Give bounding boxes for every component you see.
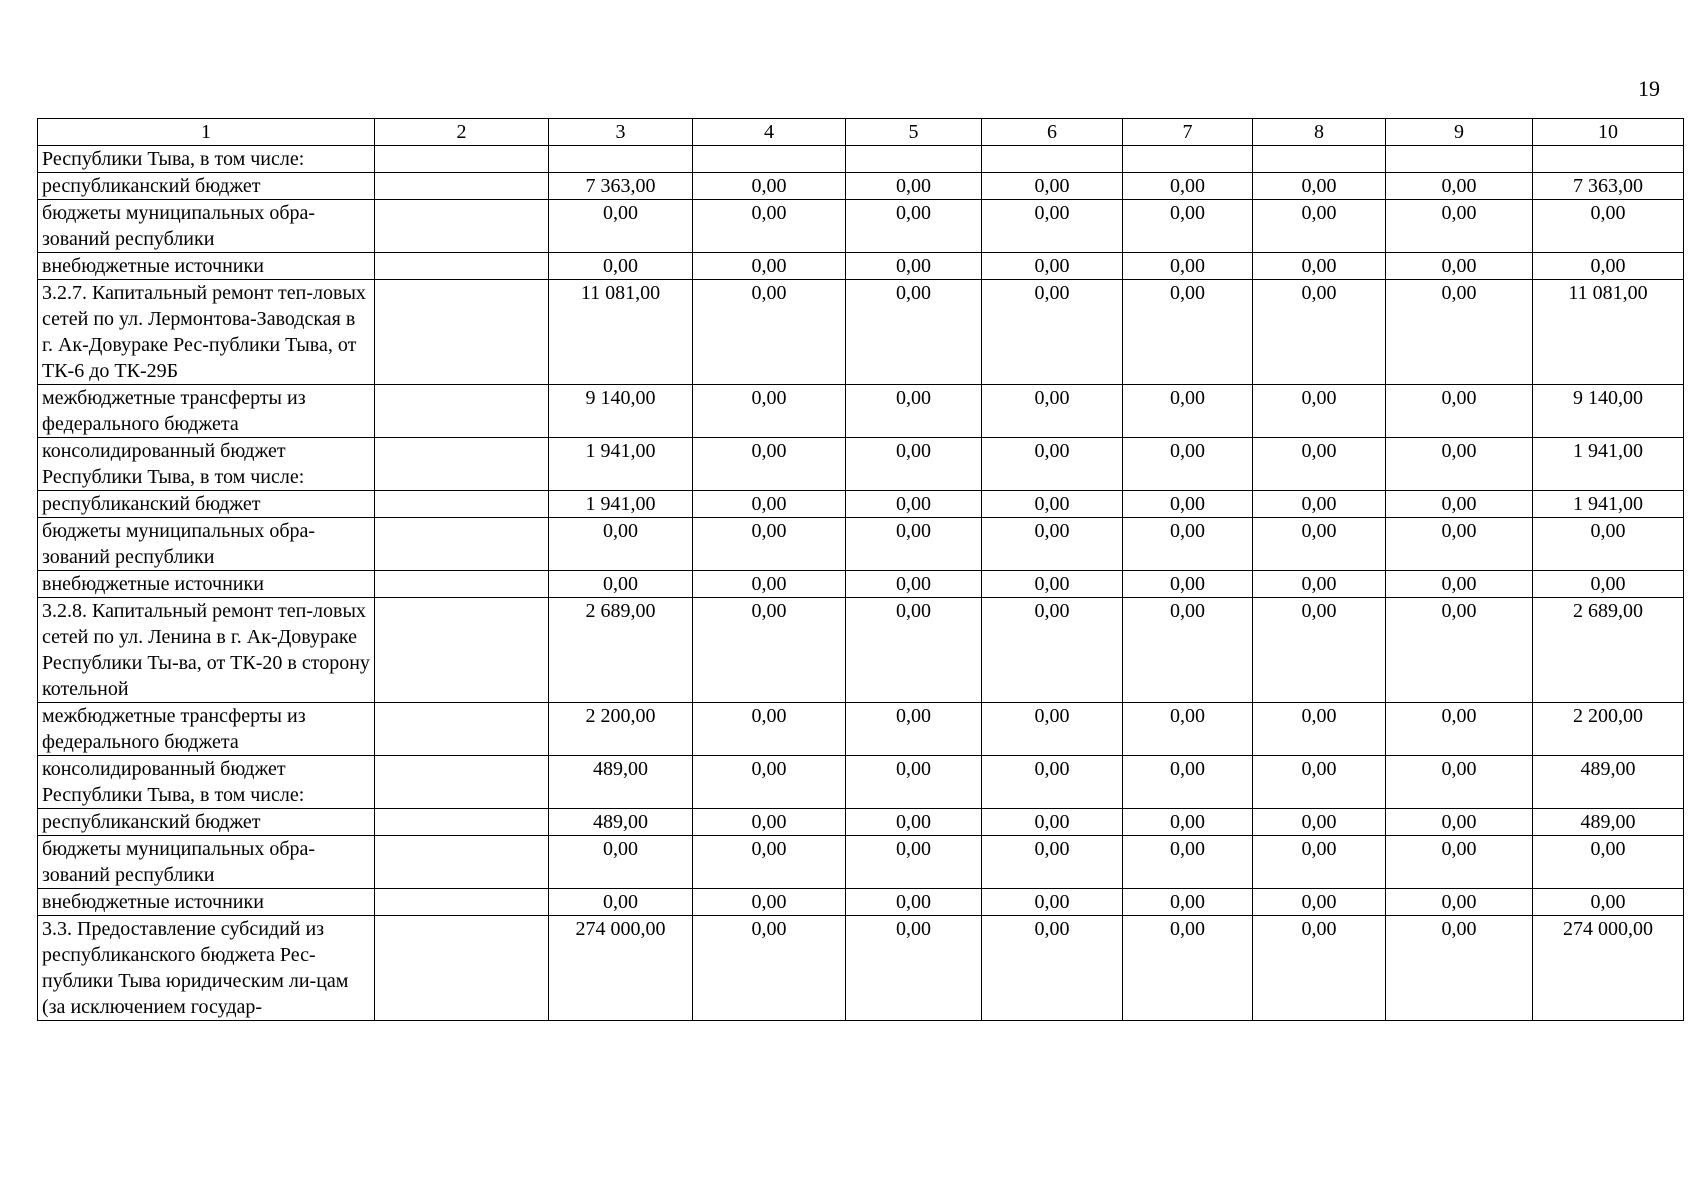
table-cell: 0,00 [846, 703, 982, 756]
table-cell: 0,00 [1123, 598, 1253, 703]
table-cell: 0,00 [693, 491, 846, 518]
row-label: внебюджетные источники [38, 253, 375, 280]
table-cell: 0,00 [1386, 438, 1533, 491]
table-cell: 0,00 [982, 571, 1123, 598]
budget-table [37, 118, 1684, 1021]
table-cell: 0,00 [1123, 518, 1253, 571]
row-label: бюджеты муниципальных обра-зований республики [38, 518, 375, 571]
table-cell: 0,00 [549, 836, 693, 889]
table-cell: 0,00 [1533, 836, 1684, 889]
column-header: 2 [375, 119, 549, 146]
table-cell [375, 253, 549, 280]
table-cell [846, 146, 982, 173]
table-row [38, 703, 1684, 756]
table-cell: 0,00 [1533, 889, 1684, 916]
table-row [38, 889, 1684, 916]
table-cell: 0,00 [1123, 756, 1253, 809]
table-cell [375, 200, 549, 253]
table-cell: 0,00 [1253, 491, 1386, 518]
table-cell: 0,00 [846, 598, 982, 703]
table-cell: 0,00 [1123, 385, 1253, 438]
table-cell: 0,00 [982, 438, 1123, 491]
table-cell: 7 363,00 [549, 173, 693, 200]
table-cell [375, 916, 549, 1021]
table-cell [549, 146, 693, 173]
row-label: республиканский бюджет [38, 809, 375, 836]
table-cell: 0,00 [549, 889, 693, 916]
table-cell: 0,00 [1533, 200, 1684, 253]
table-cell: 0,00 [1386, 280, 1533, 385]
table-cell: 0,00 [846, 809, 982, 836]
table-cell: 1 941,00 [1533, 491, 1684, 518]
table-cell: 274 000,00 [1533, 916, 1684, 1021]
table-cell: 0,00 [693, 173, 846, 200]
table-cell: 0,00 [693, 703, 846, 756]
table-cell: 0,00 [693, 200, 846, 253]
table-row [38, 146, 1684, 173]
table-cell: 0,00 [1123, 200, 1253, 253]
table-cell: 0,00 [1123, 916, 1253, 1021]
table-cell [375, 836, 549, 889]
table-cell: 11 081,00 [549, 280, 693, 385]
table-cell: 0,00 [982, 756, 1123, 809]
table-cell [375, 703, 549, 756]
table-cell: 0,00 [982, 809, 1123, 836]
row-label: 3.2.8. Капитальный ремонт теп-ловых сетей по ул. Ленина в г. Ак-Довураке Республики Ты-ва, от ТК-20 в сторону котельной [38, 598, 375, 703]
table-cell [375, 598, 549, 703]
table-cell: 0,00 [693, 916, 846, 1021]
table-cell: 0,00 [693, 598, 846, 703]
row-label: внебюджетные источники [38, 889, 375, 916]
table-cell: 274 000,00 [549, 916, 693, 1021]
table-cell: 0,00 [1253, 518, 1386, 571]
table-cell: 0,00 [1253, 253, 1386, 280]
row-label: консолидированный бюджет Республики Тыва, в том числе: [38, 438, 375, 491]
table-cell: 0,00 [1123, 571, 1253, 598]
table-cell: 0,00 [846, 253, 982, 280]
table-cell [375, 756, 549, 809]
table-row [38, 173, 1684, 200]
table-row [38, 571, 1684, 598]
column-header: 6 [982, 119, 1123, 146]
table-cell: 0,00 [846, 889, 982, 916]
page-number: 19 [1638, 76, 1660, 101]
table-cell: 0,00 [982, 518, 1123, 571]
table-cell: 0,00 [982, 889, 1123, 916]
table-cell: 0,00 [1253, 889, 1386, 916]
table-cell: 0,00 [1123, 280, 1253, 385]
row-label: межбюджетные трансферты из федерального бюджета [38, 385, 375, 438]
table-cell: 0,00 [1386, 173, 1533, 200]
table-cell: 0,00 [846, 173, 982, 200]
table-cell [375, 809, 549, 836]
column-header: 10 [1533, 119, 1684, 146]
table-cell [375, 438, 549, 491]
table-cell: 0,00 [693, 518, 846, 571]
table-cell: 0,00 [1386, 703, 1533, 756]
table-cell: 0,00 [693, 438, 846, 491]
table-cell: 9 140,00 [549, 385, 693, 438]
table-cell: 0,00 [1253, 200, 1386, 253]
table-cell: 0,00 [1123, 173, 1253, 200]
row-label: 3.2.7. Капитальный ремонт теп-ловых сетей по ул. Лермонтова-Заводская в г. Ак-Довураке Рес-публики Тыва, от ТК-6 до ТК-29Б [38, 280, 375, 385]
row-label: бюджеты муниципальных обра-зований республики [38, 836, 375, 889]
table-cell: 0,00 [1386, 756, 1533, 809]
row-label: республиканский бюджет [38, 491, 375, 518]
table-cell: 0,00 [1386, 200, 1533, 253]
table-cell: 0,00 [1253, 385, 1386, 438]
row-label: Республики Тыва, в том числе: [38, 146, 375, 173]
table-cell: 0,00 [982, 253, 1123, 280]
table-cell: 0,00 [982, 280, 1123, 385]
table-cell: 0,00 [982, 916, 1123, 1021]
table-cell [375, 889, 549, 916]
table-cell [693, 146, 846, 173]
row-label: бюджеты муниципальных обра-зований республики [38, 200, 375, 253]
column-header: 1 [38, 119, 375, 146]
table-row [38, 385, 1684, 438]
table-cell: 0,00 [693, 253, 846, 280]
table-cell [1386, 146, 1533, 173]
table-cell: 0,00 [1386, 809, 1533, 836]
column-header: 3 [549, 119, 693, 146]
table-cell: 0,00 [846, 438, 982, 491]
table-cell [375, 280, 549, 385]
table-cell [375, 518, 549, 571]
table-row [38, 756, 1684, 809]
table-cell: 2 689,00 [549, 598, 693, 703]
table-row [38, 280, 1684, 385]
table-cell: 0,00 [1253, 280, 1386, 385]
table-row [38, 836, 1684, 889]
table-cell: 0,00 [1123, 836, 1253, 889]
table-cell: 489,00 [1533, 756, 1684, 809]
table-cell [1533, 146, 1684, 173]
table-row [38, 200, 1684, 253]
table-cell [375, 146, 549, 173]
table-cell: 1 941,00 [1533, 438, 1684, 491]
column-header: 7 [1123, 119, 1253, 146]
table-cell: 0,00 [1123, 491, 1253, 518]
table-cell: 0,00 [1253, 809, 1386, 836]
table-cell: 11 081,00 [1533, 280, 1684, 385]
table-row [38, 438, 1684, 491]
table-cell [982, 146, 1123, 173]
table-cell: 0,00 [1386, 491, 1533, 518]
table-row [38, 598, 1684, 703]
table-cell: 0,00 [1386, 571, 1533, 598]
table-cell: 0,00 [1533, 571, 1684, 598]
table-cell: 0,00 [693, 280, 846, 385]
table-cell [375, 571, 549, 598]
table-cell: 1 941,00 [549, 438, 693, 491]
table-row [38, 253, 1684, 280]
table-cell: 0,00 [693, 571, 846, 598]
table-cell: 0,00 [1386, 385, 1533, 438]
table-cell: 0,00 [846, 756, 982, 809]
table-cell: 0,00 [693, 836, 846, 889]
table-cell: 0,00 [549, 253, 693, 280]
table-cell: 489,00 [1533, 809, 1684, 836]
table-cell: 0,00 [549, 571, 693, 598]
table-row [38, 809, 1684, 836]
table-cell: 0,00 [1253, 836, 1386, 889]
table-cell [1253, 146, 1386, 173]
table-cell: 2 689,00 [1533, 598, 1684, 703]
table-cell: 0,00 [846, 916, 982, 1021]
table-cell: 0,00 [1253, 438, 1386, 491]
table-cell: 2 200,00 [1533, 703, 1684, 756]
table-cell: 0,00 [846, 385, 982, 438]
table-cell: 1 941,00 [549, 491, 693, 518]
table-cell: 0,00 [982, 836, 1123, 889]
table-cell [375, 385, 549, 438]
row-label: 3.3. Предоставление субсидий из республиканского бюджета Рес-публики Тыва юридическим ли-цам (за исключением государ- [38, 916, 375, 1021]
table-cell: 0,00 [693, 809, 846, 836]
table-cell: 0,00 [846, 280, 982, 385]
table-cell: 0,00 [846, 571, 982, 598]
column-header: 5 [846, 119, 982, 146]
table-cell: 0,00 [1123, 438, 1253, 491]
table-cell: 0,00 [982, 173, 1123, 200]
table-cell: 489,00 [549, 756, 693, 809]
table-cell: 0,00 [1253, 571, 1386, 598]
table-cell [1123, 146, 1253, 173]
table-cell: 0,00 [1253, 598, 1386, 703]
table-cell: 0,00 [846, 836, 982, 889]
table-cell: 0,00 [982, 385, 1123, 438]
table-cell: 0,00 [549, 200, 693, 253]
column-header: 9 [1386, 119, 1533, 146]
table-cell: 0,00 [693, 385, 846, 438]
table-cell: 0,00 [1253, 756, 1386, 809]
table-cell: 9 140,00 [1533, 385, 1684, 438]
table-cell: 0,00 [1123, 703, 1253, 756]
column-header: 4 [693, 119, 846, 146]
table-cell: 0,00 [982, 598, 1123, 703]
table-cell: 0,00 [846, 200, 982, 253]
table-cell: 0,00 [1386, 518, 1533, 571]
table-cell: 0,00 [1533, 253, 1684, 280]
table-cell [375, 491, 549, 518]
row-label: межбюджетные трансферты из федерального бюджета [38, 703, 375, 756]
table-cell: 0,00 [982, 200, 1123, 253]
table-cell: 0,00 [1123, 253, 1253, 280]
row-label: внебюджетные источники [38, 571, 375, 598]
table-cell: 0,00 [1123, 889, 1253, 916]
table-cell: 0,00 [1253, 703, 1386, 756]
table-cell: 0,00 [1533, 518, 1684, 571]
table-cell: 0,00 [982, 491, 1123, 518]
table-row [38, 518, 1684, 571]
table-cell: 0,00 [693, 756, 846, 809]
table-cell: 7 363,00 [1533, 173, 1684, 200]
table-cell: 0,00 [1253, 173, 1386, 200]
table-cell: 0,00 [982, 703, 1123, 756]
table-cell: 0,00 [549, 518, 693, 571]
table-cell: 0,00 [693, 889, 846, 916]
table-cell [375, 173, 549, 200]
table-cell: 0,00 [1253, 916, 1386, 1021]
table-cell: 0,00 [1123, 809, 1253, 836]
table-cell: 0,00 [1386, 598, 1533, 703]
column-header: 8 [1253, 119, 1386, 146]
table-cell: 0,00 [1386, 253, 1533, 280]
table-cell: 0,00 [1386, 836, 1533, 889]
row-label: консолидированный бюджет Республики Тыва, в том числе: [38, 756, 375, 809]
table-cell: 2 200,00 [549, 703, 693, 756]
table-cell: 0,00 [1386, 916, 1533, 1021]
row-label: республиканский бюджет [38, 173, 375, 200]
table-cell: 0,00 [846, 518, 982, 571]
table-cell: 489,00 [549, 809, 693, 836]
table-cell: 0,00 [1386, 889, 1533, 916]
table-row [38, 916, 1684, 1021]
table-header-row [38, 119, 1684, 146]
table-cell: 0,00 [846, 491, 982, 518]
table-row [38, 491, 1684, 518]
